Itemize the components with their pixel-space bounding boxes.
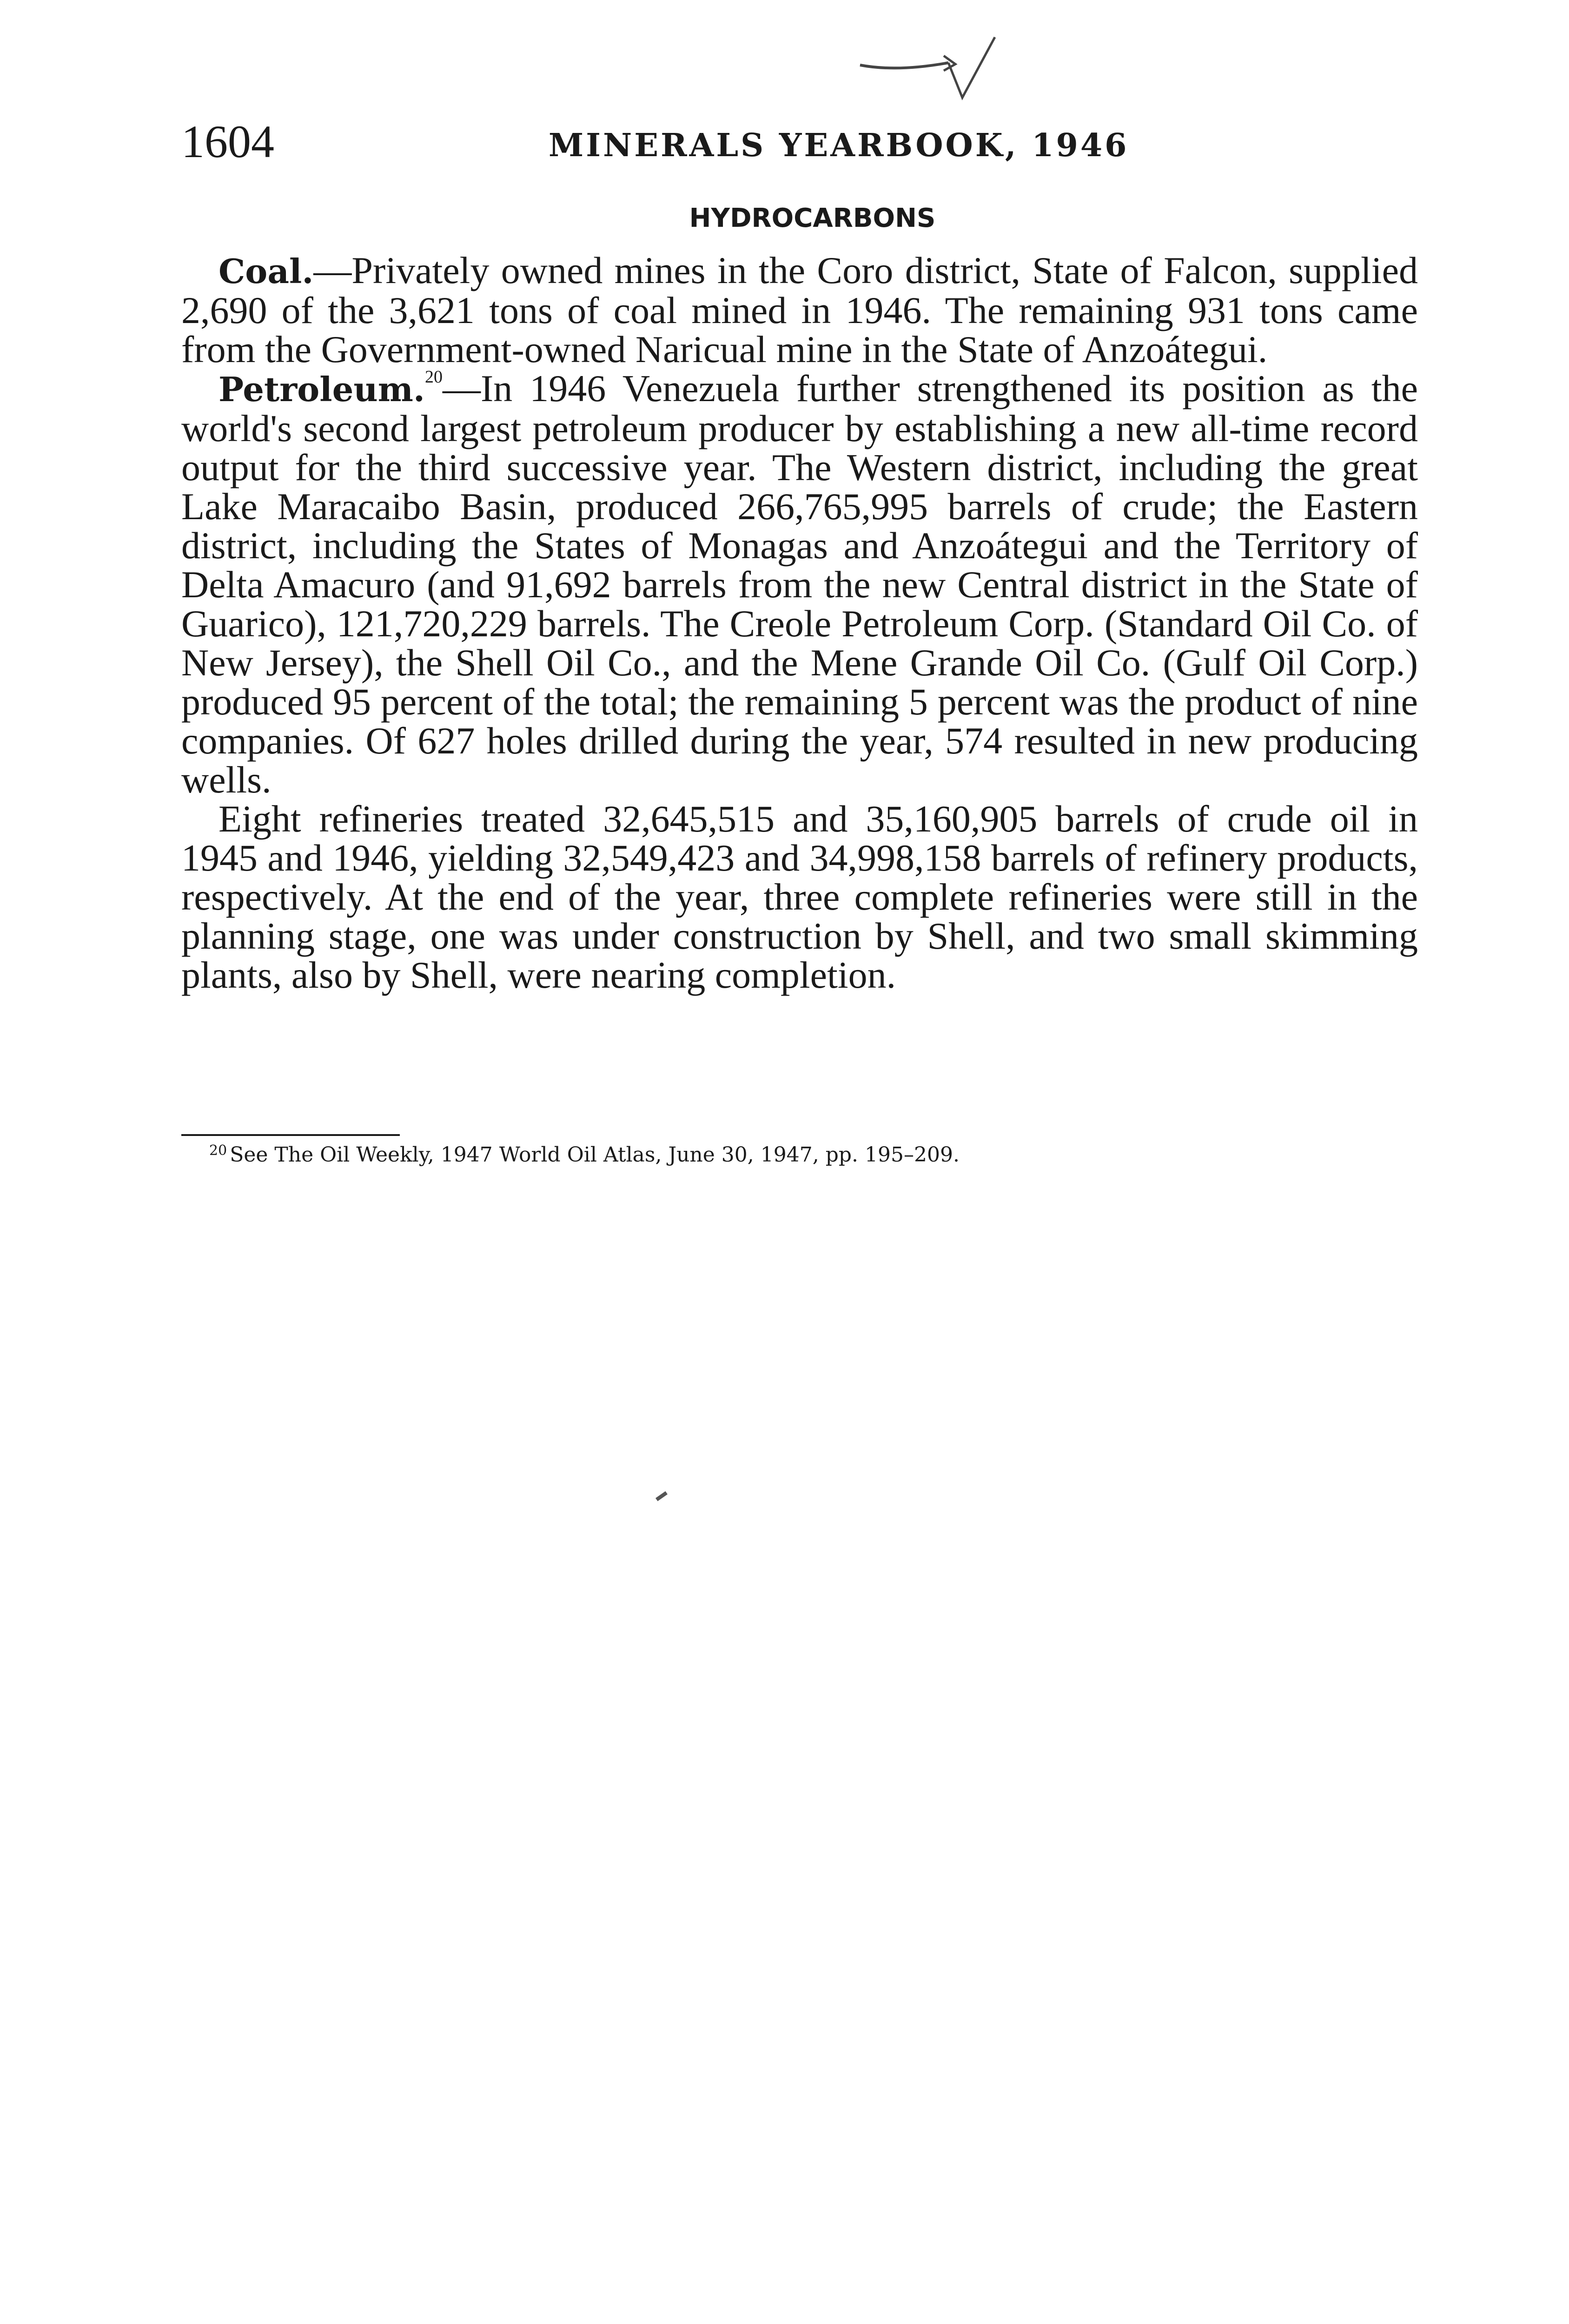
handwritten-check-mark (855, 28, 1013, 112)
paragraph-refineries (181, 799, 1418, 995)
footnote-divider (181, 1134, 400, 1136)
section-heading: HYDROCARBONS (689, 203, 936, 233)
stray-ink-mark (655, 1491, 668, 1501)
footnote (209, 1141, 1418, 1169)
paragraph-petroleum-text: —In 1946 Venezuela further strengthened its position as the world's second largest petroleum producer by establishing a new all-time record output for the third successive year. The Western district, including the great Lake Maracaibo Basin, produced 266,765,995 barrels of crude; the Eastern district, including the States of Monagas and Anzoátegui and the Territory of Delta Amacuro (and 91,692 barrels from the new Central district in the State of Guarico), 121,720,229 barrels. The Creole Petroleum Corp. (Standard Oil Co. of New Jersey), the Shell Oil Co., and the Mene Grande Oil Co. (Gulf Oil Corp.) produced 95 percent of the total; the remaining 5 percent was the product of nine companies. Of 627 holes drilled during the year, 574 resulted in new producing wells. (181, 367, 1418, 801)
paragraph-refineries-text: Eight refineries treated 32,645,515 and 35,160,905 barrels of crude oil in 1945 and 1946, yielding 32,549,423 and 34,998,158 barrels of refinery products, respectively. At the end of the year, three complete refineries were still in the planning stage, one was under construction by Shell, and two small skimming plants, also by Shell, were nearing completion. (181, 798, 1418, 996)
footnote-reference[interactable]: 20 (425, 367, 443, 387)
body-text (181, 251, 1418, 995)
footnote-text: See The Oil Weekly, 1947 World Oil Atlas, June 30, 1947, pp. 195–209. (230, 1143, 960, 1167)
paragraph-coal (181, 251, 1418, 369)
footnote-number: 20 (209, 1142, 227, 1159)
run-in-heading-petroleum: Petroleum. (218, 370, 425, 409)
running-title: MINERALS YEARBOOK, 1946 (549, 127, 1129, 164)
paragraph-petroleum (181, 369, 1418, 799)
running-head (181, 116, 1418, 167)
paragraph-coal-text: —Privately owned mines in the Coro district, State of Falcon, supplied 2,690 of the 3,621 tons of coal mined in 1946. The remaining 931 tons came from the Government-owned Naricual mine in the State of Anzoátegui. (181, 249, 1418, 370)
run-in-heading-coal: Coal. (218, 251, 314, 291)
page-number: 1604 (181, 116, 274, 167)
